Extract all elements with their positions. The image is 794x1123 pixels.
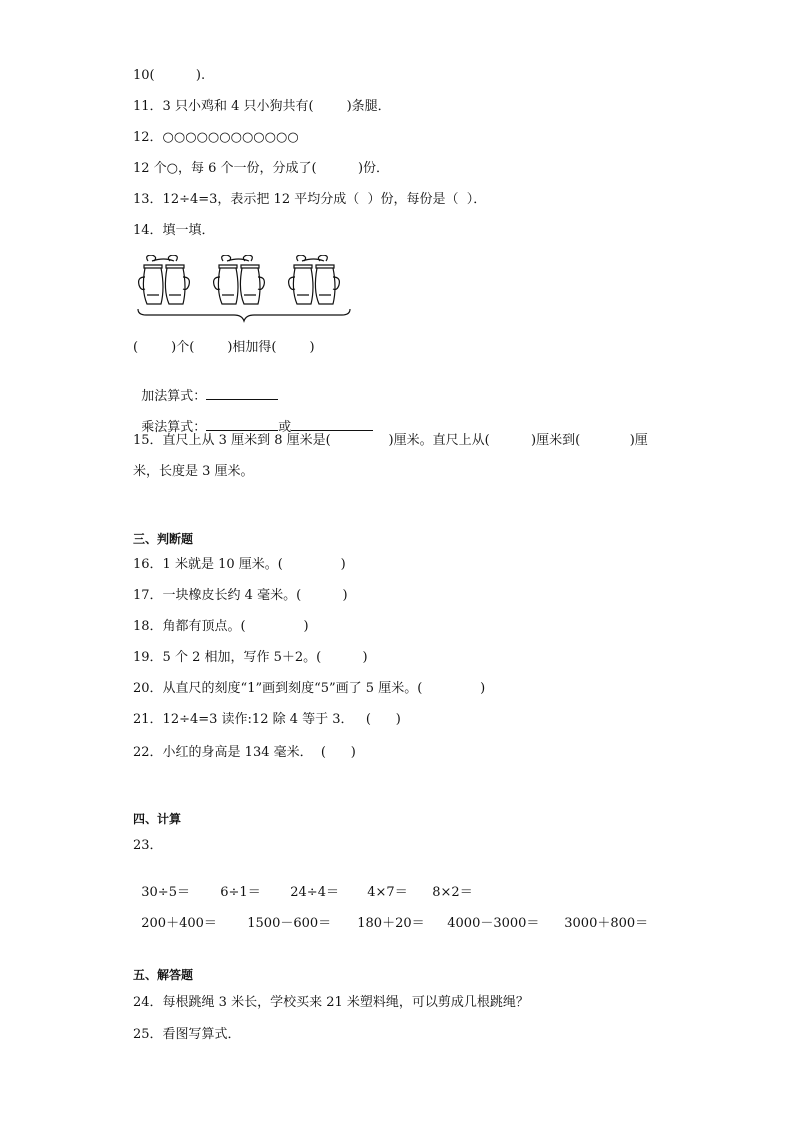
question-21: 21．12÷4=3 读作:12 除 4 等于 3． ( ) — [133, 712, 401, 727]
mitten-pair-3 — [289, 255, 340, 304]
question-13: 13．12÷4=3，表示把 12 平均分成（ ）份，每份是（ ）． — [133, 192, 487, 207]
calc-item: 1500－600＝ — [247, 916, 332, 931]
calc-row-1 — [133, 869, 473, 901]
mitten-pair-2 — [214, 255, 265, 304]
calc-row-2 — [133, 900, 648, 932]
question-15-line-1: 15．直尺上从 3 厘米到 8 厘米是( )厘米。直尺上从( )厘米到( )厘 — [133, 433, 648, 448]
addition-label: 加法算式： — [141, 389, 207, 404]
brace — [138, 309, 350, 321]
mitten-pair-1 — [139, 255, 190, 304]
question-14-blanks: ( )个( )相加得( ) — [133, 340, 315, 355]
calc-item: 4×7＝ — [367, 885, 408, 900]
question-15-line-2: 米，长度是 3 厘米。 — [133, 464, 254, 479]
section-5-heading: 五、解答题 — [133, 968, 194, 982]
mittens-illustration — [136, 255, 351, 327]
calc-item: 6÷1＝ — [220, 885, 261, 900]
question-18: 18．角都有顶点。( ) — [133, 619, 309, 634]
multiplication-row — [133, 402, 373, 436]
question-12-text: 12 个○，每 6 个一份，分成了( )份． — [133, 161, 390, 176]
question-12-circles: 12．○○○○○○○○○○○○ — [133, 130, 299, 145]
section-4-heading: 四、计算 — [133, 812, 182, 826]
calc-item: 3000＋800＝ — [564, 916, 649, 931]
question-17: 17．一块橡皮长约 4 毫米。( ) — [133, 588, 348, 603]
question-16: 16．1 米就是 10 厘米。( ) — [133, 557, 346, 572]
calc-item: 30÷5＝ — [141, 885, 190, 900]
calc-item: 4000－3000＝ — [447, 916, 540, 931]
addition-row — [133, 371, 278, 405]
question-14: 14．填一填． — [133, 223, 215, 238]
question-20: 20．从直尺的刻度“1”画到刻度“5”画了 5 厘米。( ) — [133, 681, 486, 696]
multiplication-blank-1[interactable] — [206, 418, 278, 431]
question-25: 25．看图写算式． — [133, 1027, 241, 1042]
calc-item: 8×2＝ — [432, 885, 473, 900]
question-24: 24．每根跳绳 3 米长，学校买来 21 米塑料绳，可以剪成几根跳绳？ — [133, 995, 529, 1010]
multiplication-label: 乘法算式： — [141, 420, 207, 435]
question-23: 23． — [133, 838, 163, 853]
addition-blank[interactable] — [206, 387, 278, 400]
multiplication-blank-2[interactable] — [291, 418, 373, 431]
calc-item: 200＋400＝ — [141, 916, 217, 931]
or-label: 或 — [278, 420, 292, 435]
calc-item: 180＋20＝ — [357, 916, 425, 931]
section-3-heading: 三、判断题 — [133, 532, 194, 546]
question-22: 22．小红的身高是 134 毫米． ( ) — [133, 745, 356, 760]
question-11: 11．3 只小鸡和 4 只小狗共有( )条腿． — [133, 99, 391, 114]
calc-item: 24÷4＝ — [290, 885, 339, 900]
question-19: 19．5 个 2 相加，写作 5＋2。( ) — [133, 650, 368, 665]
question-10: 10( ). — [133, 68, 206, 83]
